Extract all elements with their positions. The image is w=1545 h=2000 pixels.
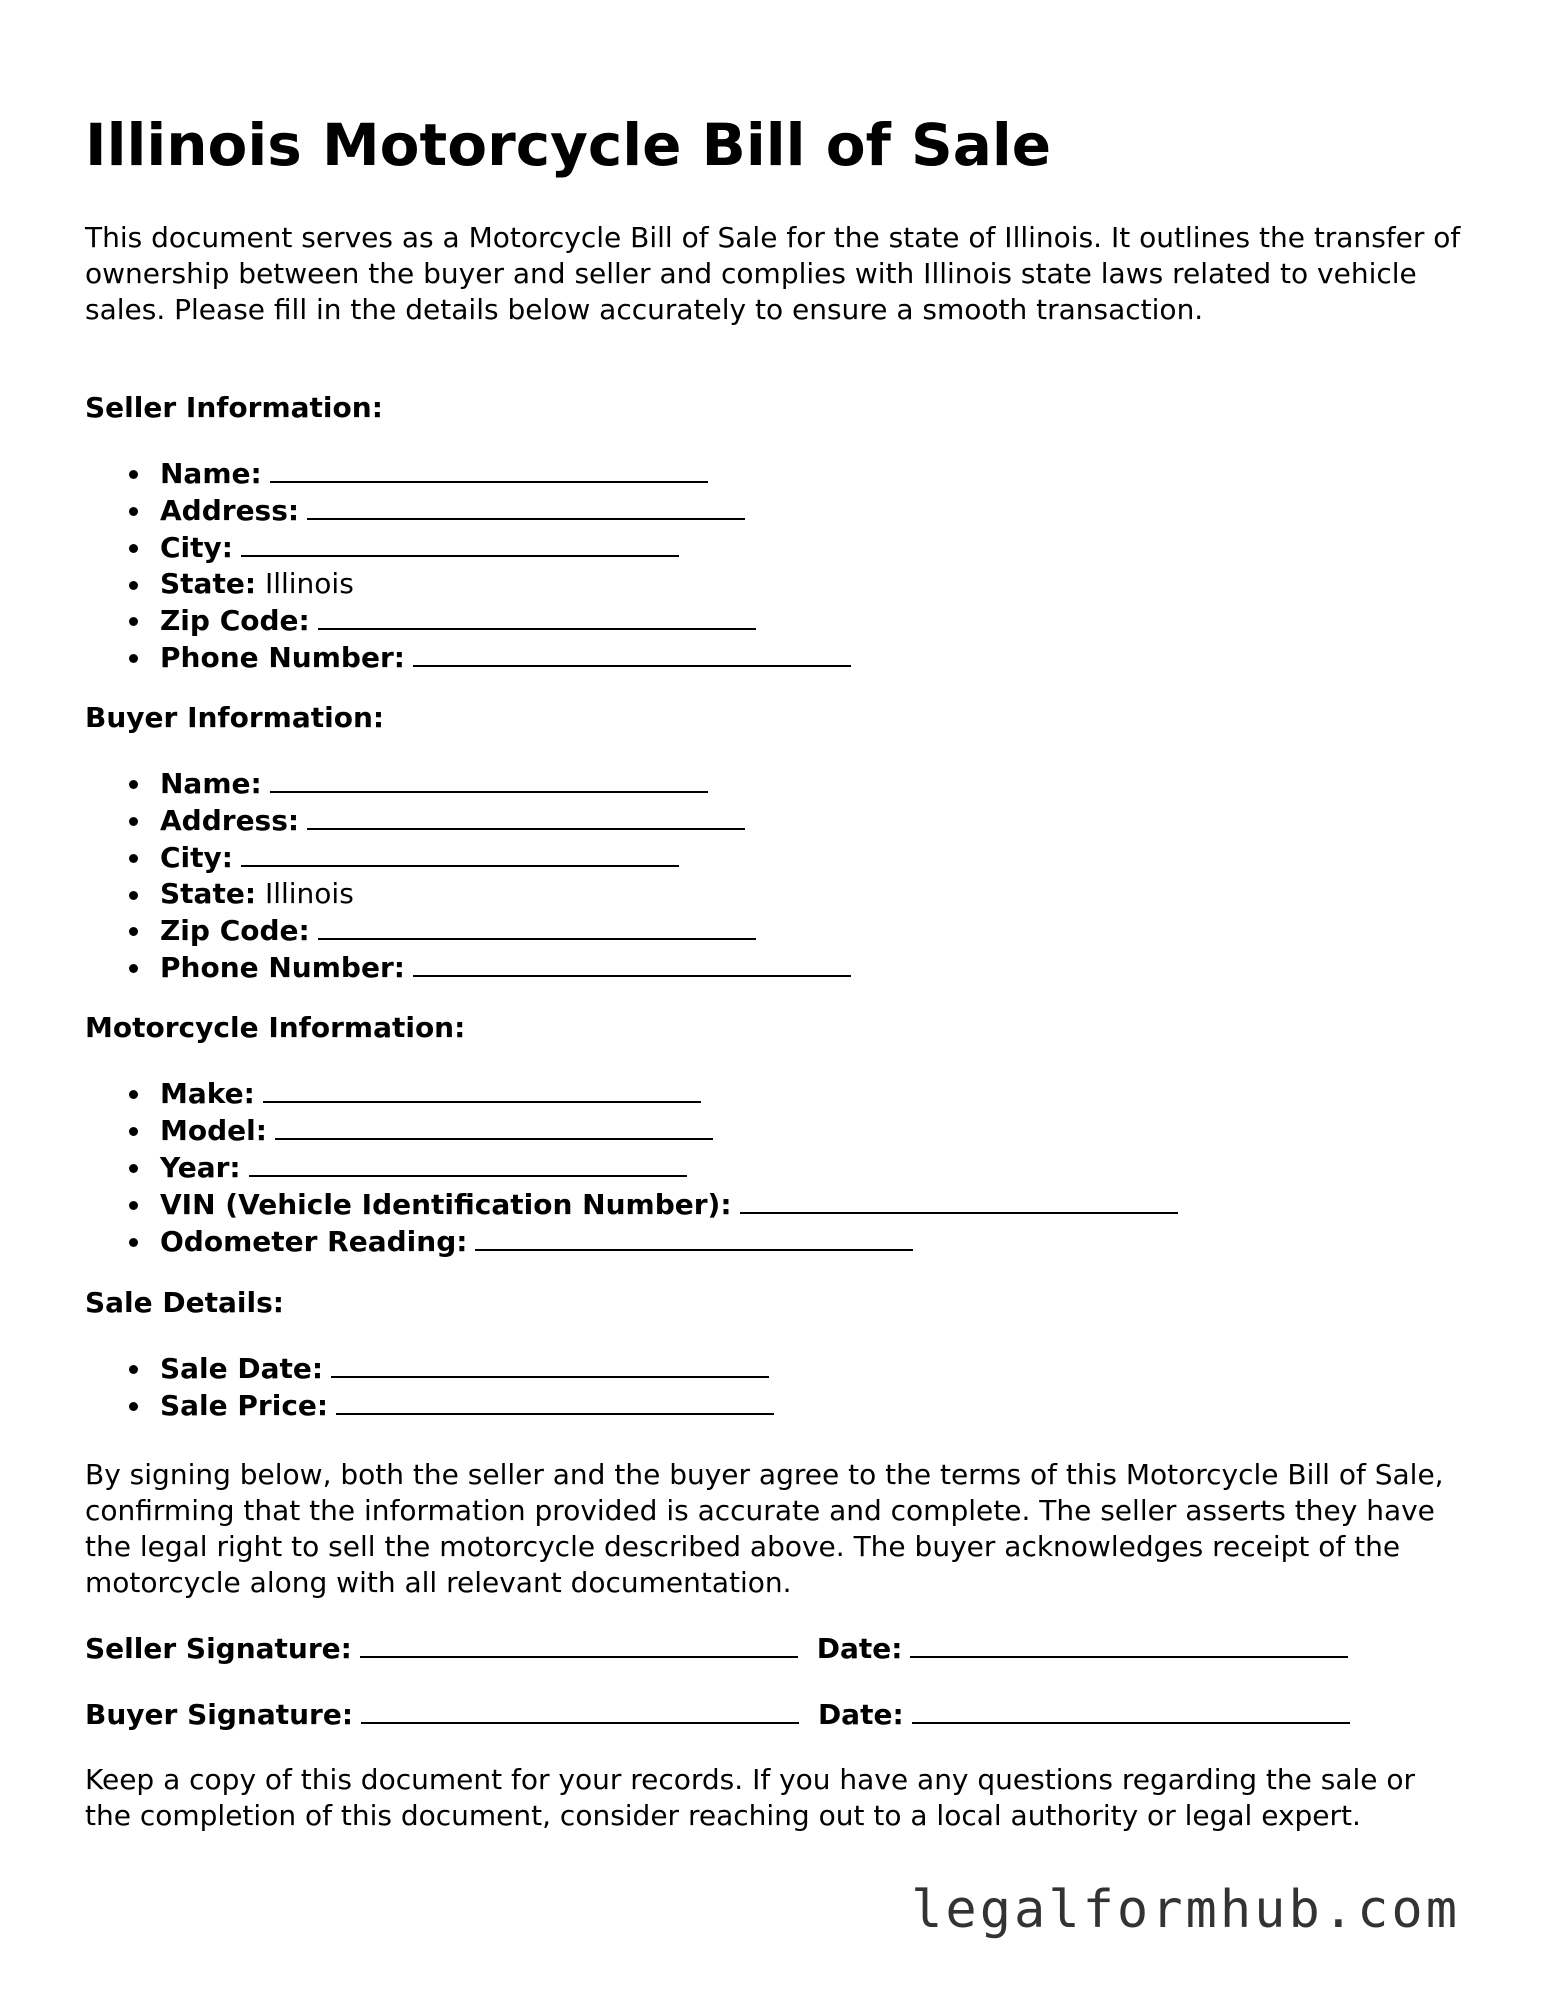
field-label: Year: [160, 1151, 241, 1184]
seller-city-field [85, 529, 851, 566]
motorcycle-vin-field [85, 1186, 1178, 1223]
field-label: VIN (Vehicle Identification Number): [160, 1188, 732, 1221]
sale-price-field [85, 1387, 774, 1424]
buyer-fields-list [85, 765, 851, 986]
field-label: Model: [160, 1114, 267, 1147]
sale-fields-list [85, 1350, 774, 1424]
motorcycle-make-blank[interactable] [263, 1075, 701, 1103]
seller-address-field [85, 492, 851, 529]
motorcycle-year-blank[interactable] [249, 1149, 687, 1177]
buyer-name-blank[interactable] [270, 765, 708, 793]
buyer-signature-label: Buyer Signature: [85, 1698, 354, 1731]
buyer-state-value: Illinois [264, 877, 354, 910]
motorcycle-make-field [85, 1075, 1178, 1112]
seller-name-blank[interactable] [270, 455, 708, 483]
buyer-phone-blank[interactable] [413, 949, 851, 977]
sale-date-field [85, 1350, 774, 1387]
seller-signature-blank[interactable] [360, 1630, 798, 1658]
motorcycle-vin-blank[interactable] [740, 1186, 1178, 1214]
field-label: Sale Price: [160, 1389, 329, 1422]
field-label: Zip Code: [160, 604, 310, 637]
buyer-signature-blank[interactable] [361, 1696, 799, 1724]
field-label: Address: [160, 494, 300, 527]
buyer-state-field [85, 876, 851, 912]
buyer-zip-field [85, 912, 851, 949]
buyer-date-blank[interactable] [912, 1696, 1350, 1724]
field-label: Phone Number: [160, 641, 405, 674]
agreement-paragraph: By signing below, both the seller and the buyer agree to the terms of this Motorcycle Bill of Sale, confirming that the information provided is accurate and complete. The seller asserts they have the legal right to sell the motorcycle described above. The buyer acknowledges receipt of the motorcycle along with all relevant documentation. [85, 1458, 1444, 1599]
seller-city-blank[interactable] [241, 529, 679, 557]
field-label: Name: [160, 457, 262, 490]
closing-paragraph: Keep a copy of this document for your records. If you have any questions regarding the sale or the completion of this document, consider reaching out to a local authority or legal expert. [85, 1763, 1416, 1832]
seller-signature-row [85, 1630, 1358, 1667]
field-label: City: [160, 841, 233, 874]
buyer-name-field [85, 765, 851, 802]
seller-address-blank[interactable] [307, 492, 745, 520]
motorcycle-section-heading: Motorcycle Information: [85, 1011, 466, 1044]
field-label: Address: [160, 804, 300, 837]
motorcycle-model-blank[interactable] [275, 1112, 713, 1140]
seller-zip-blank[interactable] [318, 602, 756, 630]
motorcycle-odometer-blank[interactable] [475, 1223, 913, 1251]
seller-zip-field [85, 602, 851, 639]
seller-name-field [85, 455, 851, 492]
field-label: Sale Date: [160, 1352, 324, 1385]
motorcycle-model-field [85, 1112, 1178, 1149]
seller-signature-label: Seller Signature: [85, 1632, 352, 1665]
field-label: Phone Number: [160, 951, 405, 984]
seller-state-field [85, 566, 851, 602]
sale-date-blank[interactable] [331, 1350, 769, 1378]
buyer-phone-field [85, 949, 851, 986]
buyer-address-field [85, 802, 851, 839]
field-label: Make: [160, 1077, 255, 1110]
buyer-zip-blank[interactable] [318, 912, 756, 940]
buyer-signature-row [85, 1696, 1360, 1733]
field-label: Name: [160, 767, 262, 800]
seller-state-value: Illinois [264, 567, 354, 600]
site-watermark: legalformhub.com [911, 1880, 1460, 1940]
document-title: Illinois Motorcycle Bill of Sale [85, 111, 1052, 179]
field-label: City: [160, 531, 233, 564]
buyer-address-blank[interactable] [307, 802, 745, 830]
motorcycle-odometer-field [85, 1223, 1178, 1260]
buyer-city-blank[interactable] [241, 839, 679, 867]
seller-date-blank[interactable] [910, 1630, 1348, 1658]
field-label: Zip Code: [160, 914, 310, 947]
buyer-date-label: Date: [817, 1698, 904, 1731]
motorcycle-fields-list [85, 1075, 1178, 1260]
seller-date-label: Date: [816, 1632, 903, 1665]
motorcycle-year-field [85, 1149, 1178, 1186]
sale-section-heading: Sale Details: [85, 1286, 284, 1319]
seller-fields-list [85, 455, 851, 676]
buyer-section-heading: Buyer Information: [85, 701, 385, 734]
field-label: Odometer Reading: [160, 1225, 468, 1258]
seller-phone-field [85, 639, 851, 676]
field-label: State: [160, 877, 257, 910]
field-label: State: [160, 567, 257, 600]
seller-section-heading: Seller Information: [85, 391, 383, 424]
seller-phone-blank[interactable] [413, 639, 851, 667]
intro-paragraph: This document serves as a Motorcycle Bill of Sale for the state of Illinois. It outlines the transfer of ownership between the buyer and seller and complies with Illinois state laws related to vehicle sales. Please fill in the details below accurately to ensure a smooth transaction. [85, 221, 1461, 326]
sale-price-blank[interactable] [336, 1387, 774, 1415]
buyer-city-field [85, 839, 851, 876]
